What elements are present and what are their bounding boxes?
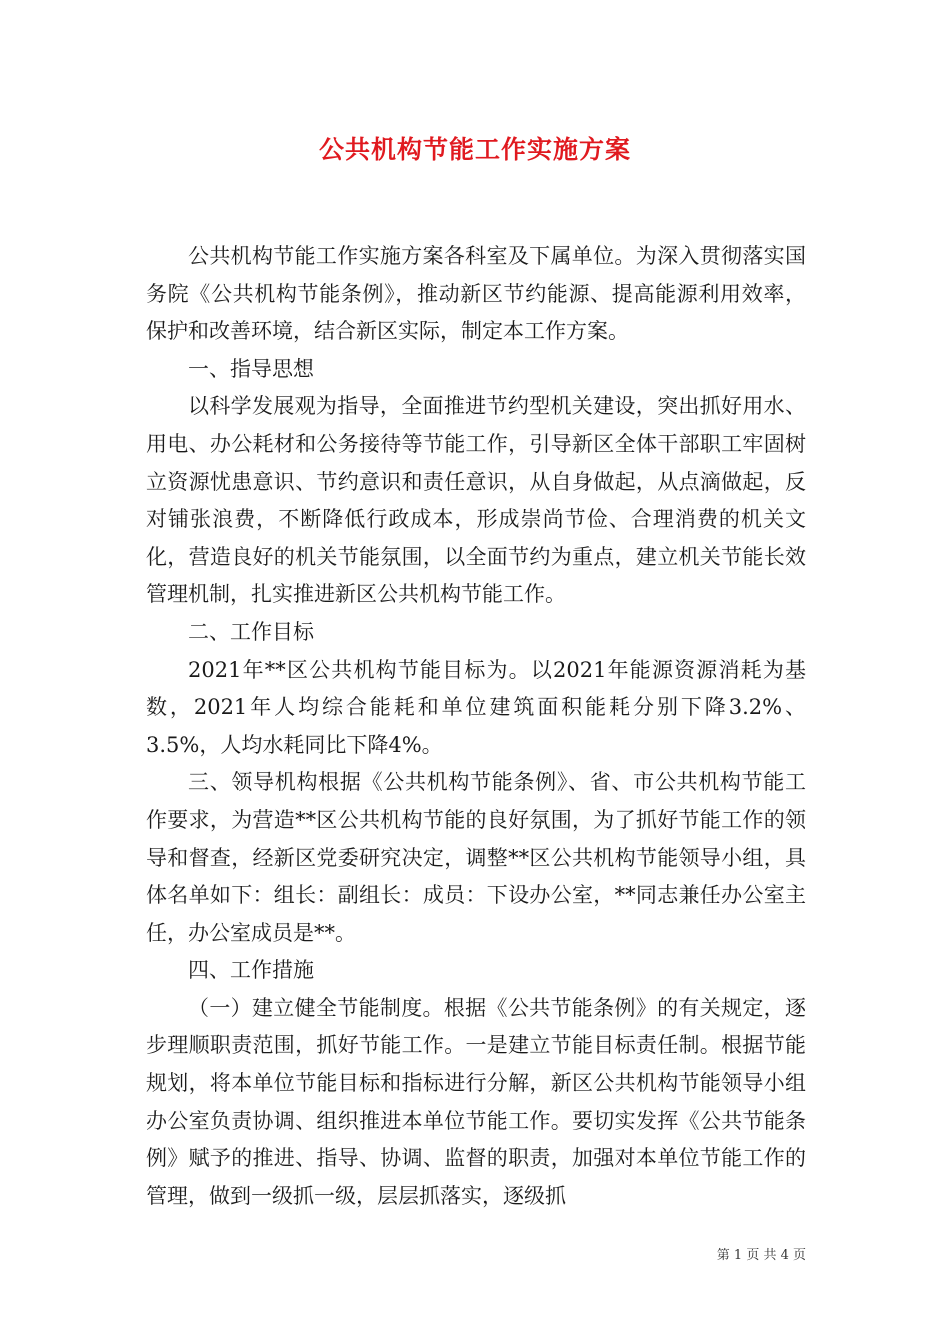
section-heading-4: 四、工作措施: [188, 958, 314, 983]
paragraph-leadership: 三、领导机构根据《公共机构节能条例》、省、市公共机构节能工作要求，为营造**区公共机构节能的良好氛围，为了抓好节能工作的领导和督查，经新区党委研究决定，调整**区公共机构节能领导小组，具体名单如下：组长：副组长：成员：下设办公室，**同志兼任办公室主任，办公室成员是**。: [146, 770, 806, 945]
document-body: [146, 238, 806, 1215]
paragraph-guiding: 以科学发展观为指导，全面推进节约型机关建设，突出抓好用水、用电、办公耗材和公务接待等节能工作，引导新区全体干部职工牢固树立资源忧患意识、节约意识和责任意识，从自身做起，从点滴做起，反对铺张浪费，不断降低行政成本，形成崇尚节俭、合理消费的机关文化，营造良好的机关节能氛围，以全面节约为重点，建立机关节能长效管理机制，扎实推进新区公共机构节能工作。: [146, 394, 806, 607]
paragraph-goals: 2021年**区公共机构节能目标为。以2021年能源资源消耗为基数，2021年人均综合能耗和单位建筑面积能耗分别下降3.2%、3.5%，人均水耗同比下降4%。: [146, 657, 806, 757]
section-heading-2: 二、工作目标: [188, 619, 314, 644]
document-title: 公共机构节能工作实施方案: [318, 135, 631, 164]
paragraph-intro: 公共机构节能工作实施方案各科室及下属单位。为深入贯彻落实国务院《公共机构节能条例》，推动新区节约能源、提高能源利用效率，保护和改善环境，结合新区实际，制定本工作方案。: [146, 244, 806, 344]
section-heading-1: 一、指导思想: [188, 356, 314, 381]
paragraph-measures: （一）建立健全节能制度。根据《公共节能条例》的有关规定，逐步理顺职责范围，抓好节能工作。一是建立节能目标责任制。根据节能规划，将本单位节能目标和指标进行分解，新区公共机构节能领导小组办公室负责协调、组织推进本单位节能工作。要切实发挥《公共节能条例》赋予的推进、指导、协调、监督的职责，加强对本单位节能工作的管理，做到一级抓一级，层层抓落实，逐级抓: [146, 995, 806, 1208]
page-number: 第 1 页 共 4 页: [716, 1248, 806, 1263]
